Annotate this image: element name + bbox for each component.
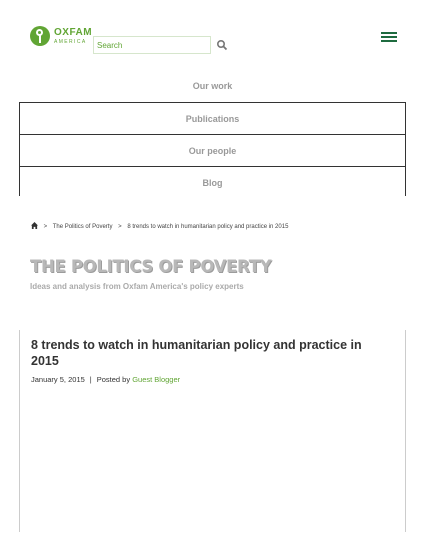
chevron-right-icon: > — [43, 224, 48, 230]
breadcrumb-politics-of-poverty[interactable]: The Politics of Poverty — [52, 224, 113, 230]
chevron-right-icon: > — [118, 224, 122, 230]
breadcrumb — [31, 222, 288, 230]
nav-item-publications[interactable]: Publications — [19, 102, 406, 134]
main-nav — [19, 70, 406, 196]
oxfam-logo[interactable] — [30, 26, 93, 48]
nav-item-our-work[interactable]: Our work — [192, 81, 233, 91]
logo-subtext: AMERICA — [54, 39, 87, 45]
article-title: 8 trends to watch in humanitarian policy and practice in 2015 — [31, 338, 362, 368]
logo-wordmark: OXFAM — [54, 27, 93, 38]
article-meta: January 5, 2015 | Posted by Guest Blogger — [31, 375, 181, 384]
article-card — [19, 330, 406, 532]
search-input[interactable] — [93, 36, 211, 54]
search-icon[interactable] — [216, 39, 228, 51]
oxfam-logo-icon — [30, 26, 50, 46]
nav-item-blog[interactable]: Blog — [19, 166, 406, 196]
hamburger-menu-icon[interactable] — [381, 32, 397, 44]
posted-by-label: Posted by — [96, 375, 131, 384]
article-date: January 5, 2015 — [31, 375, 85, 384]
breadcrumb-current: 8 trends to watch in humanitarian policy and practice in 2015 — [127, 224, 289, 230]
blog-subtitle: Ideas and analysis from Oxfam America's policy experts — [30, 282, 244, 291]
blog-title[interactable]: THE POLITICS OF POVERTY — [30, 257, 272, 276]
home-icon[interactable] — [31, 222, 38, 229]
site-header — [0, 0, 425, 70]
author-link[interactable]: Guest Blogger — [132, 375, 181, 384]
nav-item-our-people[interactable]: Our people — [19, 134, 406, 166]
